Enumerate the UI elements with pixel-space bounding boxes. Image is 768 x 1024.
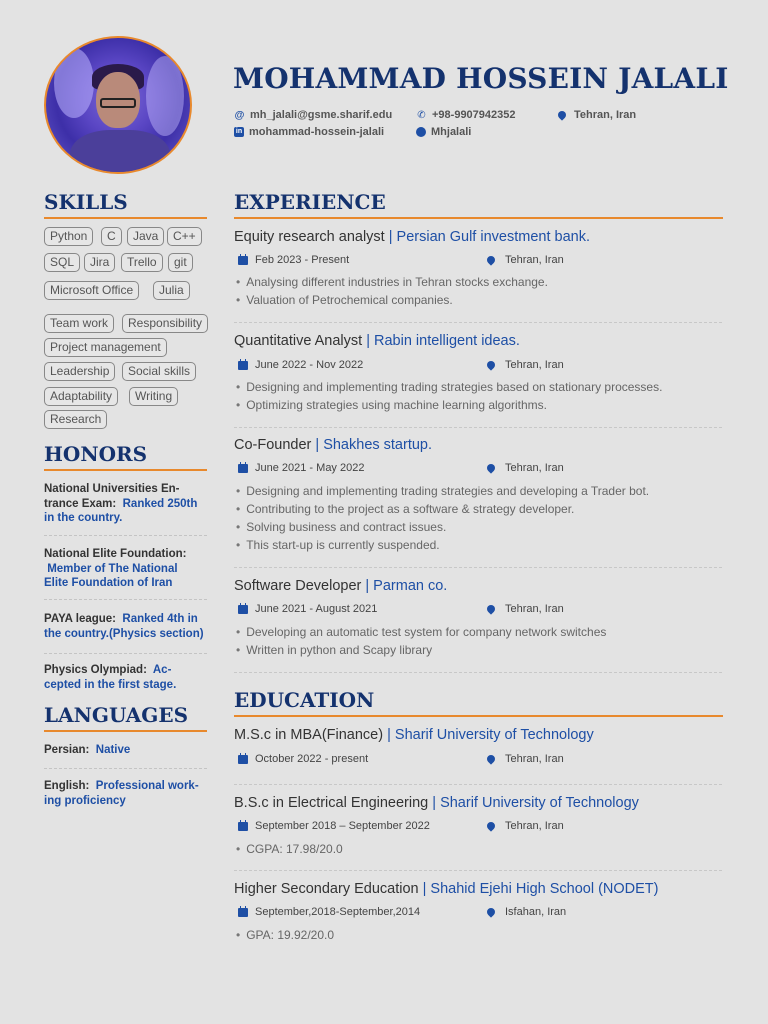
divider xyxy=(44,653,207,654)
honors-heading: HONORS xyxy=(44,442,207,471)
date-text: June 2022 - Nov 2022 xyxy=(255,359,364,371)
job-bullet: • Valuation of Petrochemical companies. xyxy=(236,293,453,307)
education-title xyxy=(234,795,639,811)
divider xyxy=(234,427,722,428)
job-bullet: • Optimizing strategies using machine learning algorithms. xyxy=(236,398,547,412)
honor-value: Ac- xyxy=(152,664,172,676)
divider xyxy=(234,322,722,323)
soft-skill-tag: Adaptability xyxy=(44,387,118,406)
education-date xyxy=(238,753,368,765)
map-pin-icon xyxy=(485,462,496,473)
honor-label: trance Exam: xyxy=(44,497,117,510)
divider xyxy=(44,599,207,600)
honor-item xyxy=(44,612,208,641)
resume-name: MOHAMMAD HOSSEIN JALALI xyxy=(233,62,729,95)
divider xyxy=(234,784,722,785)
job-company: | Rabin intelligent ideas. xyxy=(366,333,520,349)
phone-text: +98-9907942352 xyxy=(432,109,516,121)
skill-tag: C xyxy=(101,227,122,246)
language-level: ing proficiency xyxy=(44,794,126,807)
skill-tag: Python xyxy=(44,227,93,246)
skill-tag: git xyxy=(168,253,193,272)
soft-skill-tag: Social skills xyxy=(122,362,196,381)
soft-skill-tag: Project management xyxy=(44,338,167,357)
skill-tag: SQL xyxy=(44,253,80,272)
language-item xyxy=(44,779,208,808)
job-date xyxy=(238,359,363,371)
honor-value: the country.(Physics section) xyxy=(44,627,204,640)
soft-skill-tag: Writing xyxy=(129,387,178,406)
linkedin-contact[interactable] xyxy=(234,126,384,138)
map-pin-icon xyxy=(485,603,496,614)
job-title xyxy=(234,229,590,245)
education-title xyxy=(234,727,594,743)
photo-background-tree xyxy=(146,56,184,136)
school: | Sharif University of Technology xyxy=(387,727,594,743)
job-location xyxy=(487,359,564,371)
honor-label: National Universities En- xyxy=(44,483,180,495)
job-bullet: • Written in python and Scapy library xyxy=(236,643,432,657)
honor-value: Member of The National xyxy=(47,562,178,575)
job-bullet: • Designing and implementing trading strategies based on stationary processes. xyxy=(236,380,662,394)
location-text: Tehran, Iran xyxy=(505,359,564,371)
map-pin-icon xyxy=(485,254,496,265)
honor-value: cepted in the first stage. xyxy=(44,678,177,691)
skill-tag: C++ xyxy=(167,227,202,246)
calendar-icon xyxy=(238,755,248,764)
skill-tag: Julia xyxy=(153,281,190,300)
divider xyxy=(234,672,722,673)
language-level: Native xyxy=(95,744,131,756)
phone-icon: ✆ xyxy=(417,109,426,121)
education-heading: EDUCATION xyxy=(234,688,723,717)
job-role: Software Developer xyxy=(234,578,362,594)
github-text: Mhjalali xyxy=(431,126,472,138)
job-date xyxy=(238,254,349,266)
job-date xyxy=(238,462,364,474)
photo-background-tree xyxy=(54,48,94,118)
education-bullet: • GPA: 19.92/20.0 xyxy=(236,928,334,942)
skill-tag: Java xyxy=(127,227,164,246)
soft-skill-tag: Responsibility xyxy=(122,314,208,333)
divider xyxy=(44,535,207,536)
location-text: Isfahan, Iran xyxy=(505,906,567,918)
linkedin-icon: in xyxy=(235,128,243,135)
email-text: mh_jalali@gsme.sharif.edu xyxy=(250,109,393,121)
degree: Higher Secondary Education xyxy=(234,881,419,897)
map-pin-icon xyxy=(485,820,496,831)
job-title xyxy=(234,333,520,349)
profile-photo xyxy=(44,36,192,174)
language-label: English: xyxy=(44,780,90,792)
experience-heading: EXPERIENCE xyxy=(234,190,723,219)
map-pin-icon xyxy=(485,359,496,370)
soft-skill-tag: Team work xyxy=(44,314,114,333)
skill-tag: Trello xyxy=(121,253,163,272)
date-text: June 2021 - May 2022 xyxy=(255,462,365,474)
job-company: | Parman co. xyxy=(365,578,448,594)
honor-label: Physics Olympiad: xyxy=(44,664,147,676)
linkedin-text: mohammad-hossein-jalali xyxy=(249,126,385,138)
job-location xyxy=(487,254,564,266)
soft-skill-tag: Research xyxy=(44,410,107,429)
job-bullet: • This start-up is currently suspended. xyxy=(236,538,440,552)
location-text: Tehran, Iran xyxy=(505,254,564,266)
language-label: Persian: xyxy=(44,744,90,756)
calendar-icon xyxy=(238,605,248,614)
map-pin-icon xyxy=(556,109,567,120)
divider xyxy=(234,567,722,568)
education-date xyxy=(238,820,430,832)
photo-person-glasses xyxy=(100,98,136,108)
map-pin-icon xyxy=(485,753,496,764)
school: | Sharif University of Technology xyxy=(432,795,639,811)
education-location xyxy=(487,820,564,832)
location-text: Tehran, Iran xyxy=(574,109,637,121)
honor-value: in the country. xyxy=(44,512,123,524)
skill-tag: Microsoft Office xyxy=(44,281,139,300)
at-icon: @ xyxy=(234,109,245,121)
languages-heading: LANGUAGES xyxy=(44,703,207,732)
job-role: Equity research analyst xyxy=(234,229,385,245)
job-bullet: • Developing an automatic test system for company network switches xyxy=(236,625,606,639)
github-icon xyxy=(416,127,426,137)
education-location xyxy=(487,906,566,918)
calendar-icon xyxy=(238,256,248,265)
job-bullet: • Contributing to the project as a software & strategy developer. xyxy=(236,502,574,516)
location-text: Tehran, Iran xyxy=(505,603,564,615)
divider xyxy=(234,870,722,871)
job-bullet: • Solving business and contract issues. xyxy=(236,520,446,534)
date-text: Feb 2023 - Present xyxy=(255,254,350,266)
honor-item xyxy=(44,482,208,526)
location-contact xyxy=(558,109,636,121)
job-bullet: • Analysing different industries in Tehran stocks exchange. xyxy=(236,275,548,289)
photo-person-body xyxy=(70,130,170,174)
job-bullet: • Designing and implementing trading strategies and developing a Trader bot. xyxy=(236,484,649,498)
job-title xyxy=(234,437,432,453)
skill-tag: Jira xyxy=(84,253,115,272)
education-bullet: • CGPA: 17.98/20.0 xyxy=(236,842,343,856)
calendar-icon xyxy=(238,464,248,473)
location-text: Tehran, Iran xyxy=(505,753,564,765)
calendar-icon xyxy=(238,908,248,917)
honor-value: Ranked 4th in xyxy=(122,613,198,625)
date-text: October 2022 - present xyxy=(255,753,369,765)
job-date xyxy=(238,603,377,615)
skills-heading: SKILLS xyxy=(44,190,207,219)
honor-value: Ranked 250th xyxy=(122,497,198,510)
education-date xyxy=(238,906,420,918)
calendar-icon xyxy=(238,361,248,370)
email-contact[interactable] xyxy=(234,109,392,121)
honor-item xyxy=(44,547,208,591)
location-text: Tehran, Iran xyxy=(505,820,564,832)
location-text: Tehran, Iran xyxy=(505,462,564,474)
honor-label: National Elite Foundation: xyxy=(44,548,187,560)
language-level: Professional work- xyxy=(95,780,199,792)
education-location xyxy=(487,753,564,765)
date-text: September,2018-September,2014 xyxy=(255,906,421,918)
school: | Shahid Ejehi High School (NODET) xyxy=(422,881,659,897)
job-title xyxy=(234,578,447,594)
calendar-icon xyxy=(238,822,248,831)
degree: B.S.c in Electrical Engineering xyxy=(234,795,429,811)
degree: M.S.c in MBA(Finance) xyxy=(234,727,384,743)
soft-skill-tag: Leadership xyxy=(44,362,115,381)
job-location xyxy=(487,603,564,615)
phone-contact[interactable] xyxy=(416,109,516,121)
job-role: Co-Founder xyxy=(234,437,312,453)
job-company: | Shakhes startup. xyxy=(315,437,433,453)
honor-label: PAYA league: xyxy=(44,613,117,625)
honor-value: Elite Foundation of Iran xyxy=(44,577,173,589)
language-item xyxy=(44,743,208,758)
github-contact[interactable] xyxy=(416,126,471,138)
honor-item xyxy=(44,663,208,692)
education-title xyxy=(234,881,659,897)
date-text: June 2021 - August 2021 xyxy=(255,603,378,615)
divider xyxy=(44,768,207,769)
date-text: September 2018 – September 2022 xyxy=(255,820,430,832)
job-company: | Persian Gulf investment bank. xyxy=(388,229,590,245)
map-pin-icon xyxy=(485,906,496,917)
job-role: Quantitative Analyst xyxy=(234,333,363,349)
job-location xyxy=(487,462,564,474)
